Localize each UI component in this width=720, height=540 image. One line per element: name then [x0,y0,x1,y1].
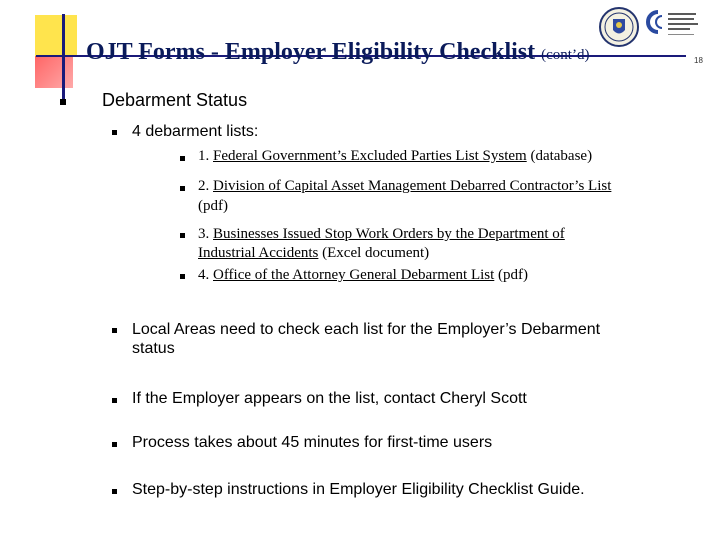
list-item [198,148,592,165]
square-bullet-icon [112,328,117,333]
career-centers-logo-icon [644,8,702,42]
list-format: (Excel document) [322,245,430,261]
dcam-debarred-contractors-link[interactable]: Division of Capital Asset Management Debarred Contractor’s List [213,178,612,194]
massachusetts-seal-icon [598,6,640,48]
square-bullet-icon [180,233,185,238]
title-main: OJT Forms - Employer Eligibility Checklist [86,39,536,65]
point-text: If the Employer appears on the list, contact Cheryl Scott [132,390,527,407]
point-text: Step-by-step instructions in Employer Eligibility Checklist Guide. [132,481,585,498]
list-format: (pdf) [198,198,228,214]
decor-red-square [35,56,73,88]
list-number: 4. [198,267,210,283]
square-bullet-icon [112,398,117,403]
square-bullet-icon [112,442,117,447]
title-suffix: (cont’d) [541,47,590,63]
list-number: 3. [198,226,210,242]
main-heading: Debarment Status [102,90,248,110]
federal-excluded-parties-link[interactable]: Federal Government’s Excluded Parties List System [213,148,527,164]
attorney-general-debarment-link[interactable]: Office of the Attorney General Debarment List [213,267,495,283]
page-number: 18 [694,56,703,65]
list-number: 1. [198,148,210,164]
slide-title [86,39,589,66]
square-bullet-icon [180,156,185,161]
list-item [198,226,565,243]
stop-work-orders-link[interactable]: Businesses Issued Stop Work Orders by the Department of [213,226,565,242]
square-bullet-icon [112,489,117,494]
list-format: (database) [530,148,593,164]
stop-work-orders-link-continued[interactable]: Industrial Accidents [198,245,319,261]
list-item [198,267,528,284]
list-item [198,178,611,195]
square-bullet-icon [180,274,185,279]
square-bullet-icon [60,99,66,105]
point-text: Process takes about 45 minutes for first-time users [132,434,493,451]
list-item-continued [198,245,429,262]
list-format: (pdf) [498,267,529,283]
point-text: Local Areas need to check each list for the Employer’s Debarment [132,321,601,338]
square-bullet-icon [112,130,117,135]
sub-heading: 4 debarment lists: [132,123,259,140]
square-bullet-icon [180,186,185,191]
point-text-continued: status [132,340,175,357]
decor-yellow-square [35,15,77,57]
list-number: 2. [198,178,210,194]
decor-vertical-line [62,14,65,100]
